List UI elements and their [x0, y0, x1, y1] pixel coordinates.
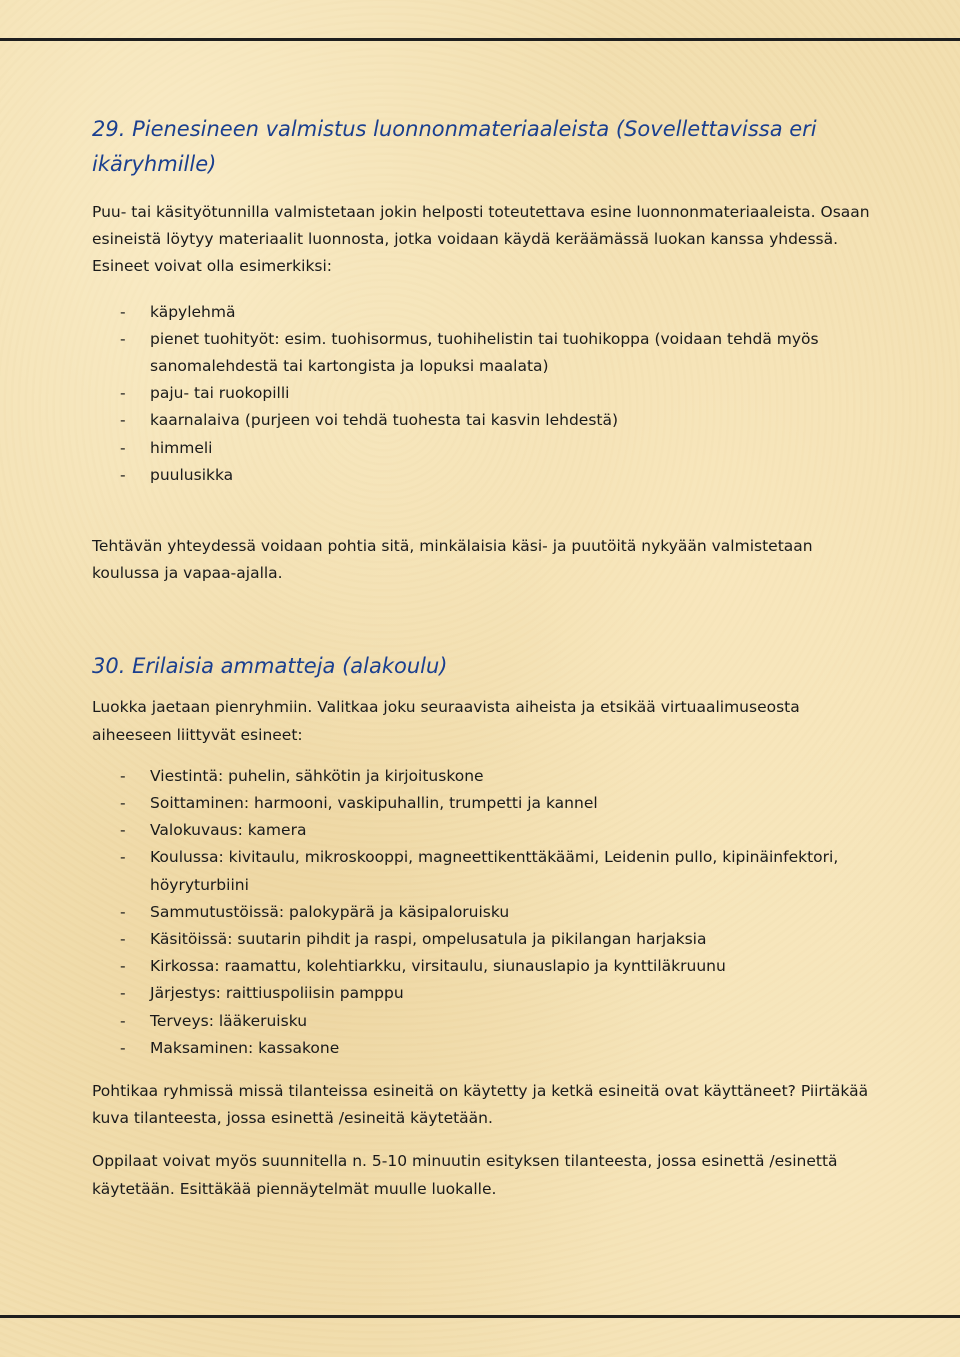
section-29-examples-label: Esineet voivat olla esimerkiksi:	[92, 257, 333, 276]
list-item: - paju- tai ruokopilli	[92, 380, 882, 407]
list-dash: -	[120, 302, 126, 321]
list-dash: -	[120, 329, 126, 348]
list-item: - Terveys: lääkeruisku	[92, 1008, 882, 1035]
section-30-heading: 30. Erilaisia ammatteja (alakoulu)	[92, 654, 448, 679]
list-dash: -	[120, 1011, 126, 1030]
list-item: - Koulussa: kivitaulu, mikroskooppi, magneettikenttäkäämi, Leidenin pullo, kipinäinfektori, höyryturbiini	[92, 844, 882, 898]
list-dash: -	[120, 794, 126, 813]
list-dash: -	[120, 930, 126, 949]
list-dash: -	[120, 766, 126, 785]
list-item: - himmeli	[92, 435, 882, 462]
list-item: - pienet tuohityöt: esim. tuohisormus, tuohihelistin tai tuohikoppa (voidaan tehdä myös sanomalehdestä tai kartongista ja lopuksi maalata)	[92, 326, 882, 380]
list-dash: -	[120, 1038, 126, 1057]
list-item: - Sammutustöissä: palokypärä ja käsipaloruisku	[92, 899, 882, 926]
list-dash: -	[120, 984, 126, 1003]
list-item: - Kirkossa: raamattu, kolehtiarkku, virsitaulu, siunauslapio ja kynttiläkruunu	[92, 953, 882, 980]
section-30-paragraph-2: Oppilaat voivat myös suunnitella n. 5-10 minuutin esityksen tilanteesta, jossa esinettä /esinettä käytetään. Esittäkää piennäytelmät muulle luokalle.	[92, 1152, 838, 1198]
list-item: - Käsitöissä: suutarin pihdit ja raspi, ompelusatula ja pikilangan harjaksia	[92, 926, 882, 953]
list-dash: -	[120, 465, 126, 484]
list-item: - kaarnalaiva (purjeen voi tehdä tuohesta tai kasvin lehdestä)	[92, 407, 882, 434]
list-dash: -	[120, 821, 126, 840]
section-29-outro: Tehtävän yhteydessä voidaan pohtia sitä, minkälaisia käsi- ja puutöitä nykyään valmistetaan koulussa ja vapaa-ajalla.	[92, 537, 813, 583]
section-30-intro: Luokka jaetaan pienryhmiin. Valitkaa joku seuraavista aiheista ja etsikää virtuaalimuseosta aiheeseen liittyvät esineet:	[92, 698, 800, 744]
section-29-intro: Puu- tai käsityötunnilla valmistetaan jokin helposti toteutettava esine luonnonmateriaaleista. Osaan esineistä löytyy materiaalit luonnosta, jotka voidaan käydä keräämässä luokan kanssa yhdessä.	[92, 203, 870, 249]
document-body	[92, 112, 882, 1203]
top-divider	[0, 38, 960, 41]
list-item: - Valokuvaus: kamera	[92, 817, 882, 844]
section-30-paragraph-1: Pohtikaa ryhmissä missä tilanteissa esineitä on käytetty ja ketkä esineitä ovat käyttäneet? Piirtäkää kuva tilanteesta, jossa esinettä /esineitä käytetään.	[92, 1082, 869, 1128]
section-30-list	[92, 763, 882, 1062]
list-dash: -	[120, 848, 126, 867]
list-dash: -	[120, 902, 126, 921]
list-dash: -	[120, 411, 126, 430]
list-item: - Soittaminen: harmooni, vaskipuhallin, trumpetti ja kannel	[92, 790, 882, 817]
list-item: - Järjestys: raittiuspoliisin pamppu	[92, 980, 882, 1007]
list-dash: -	[120, 957, 126, 976]
section-29-heading: 29. Pienesineen valmistus luonnonmateriaaleista (Sovellettavissa eri ikäryhmille)	[92, 117, 817, 176]
bottom-divider	[0, 1315, 960, 1318]
list-item: - Viestintä: puhelin, sähkötin ja kirjoituskone	[92, 763, 882, 790]
list-dash: -	[120, 438, 126, 457]
list-item: - puulusikka	[92, 462, 882, 489]
section-29-list	[92, 299, 882, 489]
list-item: - käpylehmä	[92, 299, 882, 326]
list-dash: -	[120, 384, 126, 403]
list-item: - Maksaminen: kassakone	[92, 1035, 882, 1062]
